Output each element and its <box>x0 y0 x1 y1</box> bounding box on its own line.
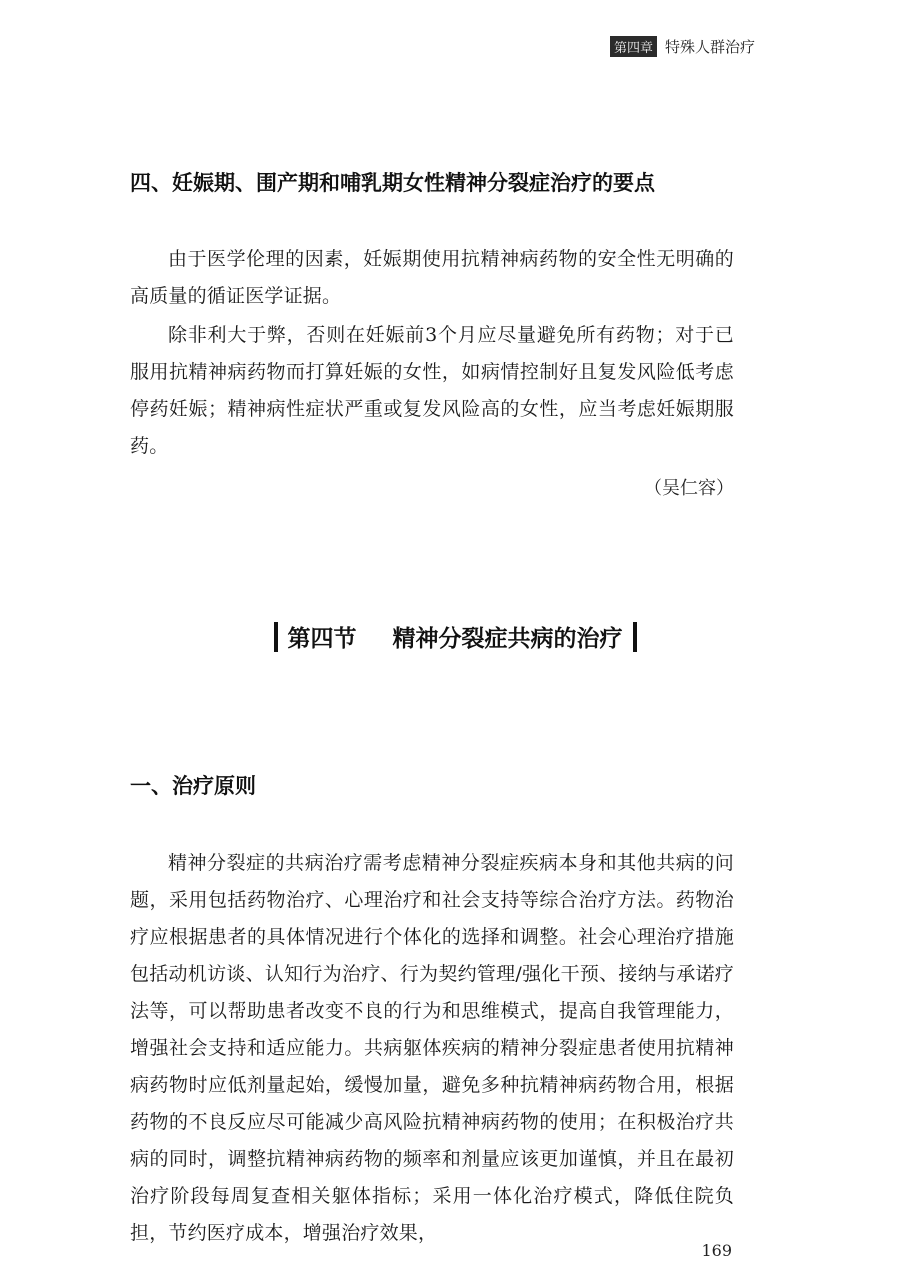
section-title-text: 精神分裂症共病的治疗 <box>392 626 623 652</box>
section-heading-pregnancy: 四、妊娠期、围产期和哺乳期女性精神分裂症治疗的要点 <box>130 171 655 195</box>
section-title <box>0 620 910 653</box>
paragraph-ethics: 由于医学伦理的因素，妊娠期使用抗精神病药物的安全性无明确的高质量的循证医学证据。 <box>130 248 734 307</box>
chapter-badge: 第四章 <box>610 36 657 57</box>
page-number: 169 <box>701 1241 732 1260</box>
running-header-title: 特殊人群治疗 <box>664 38 755 56</box>
paragraph-principles: 精神分裂症的共病治疗需考虑精神分裂症疾病本身和其他共病的问题，采用包括药物治疗、心理治疗和社会支持等综合治疗方法。药物治疗应根据患者的具体情况进行个体化的选择和调整。社会心理治疗措施包括动机访谈、认知行为治疗、行为契约管理/强化干预、接纳与承诺疗法等，可以帮助患者改变不良的行为和思维模式，提高自我管理能力，增强社会支持和适应能力。共病躯体疾病的精神分裂症患者使用抗精神病药物时应低剂量起始，缓慢加量，避免多种抗精神病药物合用，根据药物的不良反应尽可能减少高风险抗精神病药物的使用；在积极治疗共病的同时，调整抗精神病药物的频率和剂量应该更加谨慎，并且在最初治疗阶段每周复查相关躯体指标；采用一体化治疗模式，降低住院负担，节约医疗成本，增强治疗效果， <box>130 852 734 1244</box>
running-header <box>610 36 755 57</box>
author-credit: （吴仁容） <box>644 478 734 499</box>
subsection-heading-principles: 一、治疗原则 <box>130 774 256 798</box>
section-number: 第四节 <box>287 626 357 652</box>
paragraph-medication-advice: 除非利大于弊，否则在妊娠前3个月应尽量避免所有药物；对于已服用抗精神病药物而打算妊娠的女性，如病情控制好且复发风险低考虑停药妊娠；精神病性症状严重或复发风险高的女性，应当考虑妊娠期服药。 <box>130 324 734 457</box>
title-bar-right <box>633 622 637 652</box>
